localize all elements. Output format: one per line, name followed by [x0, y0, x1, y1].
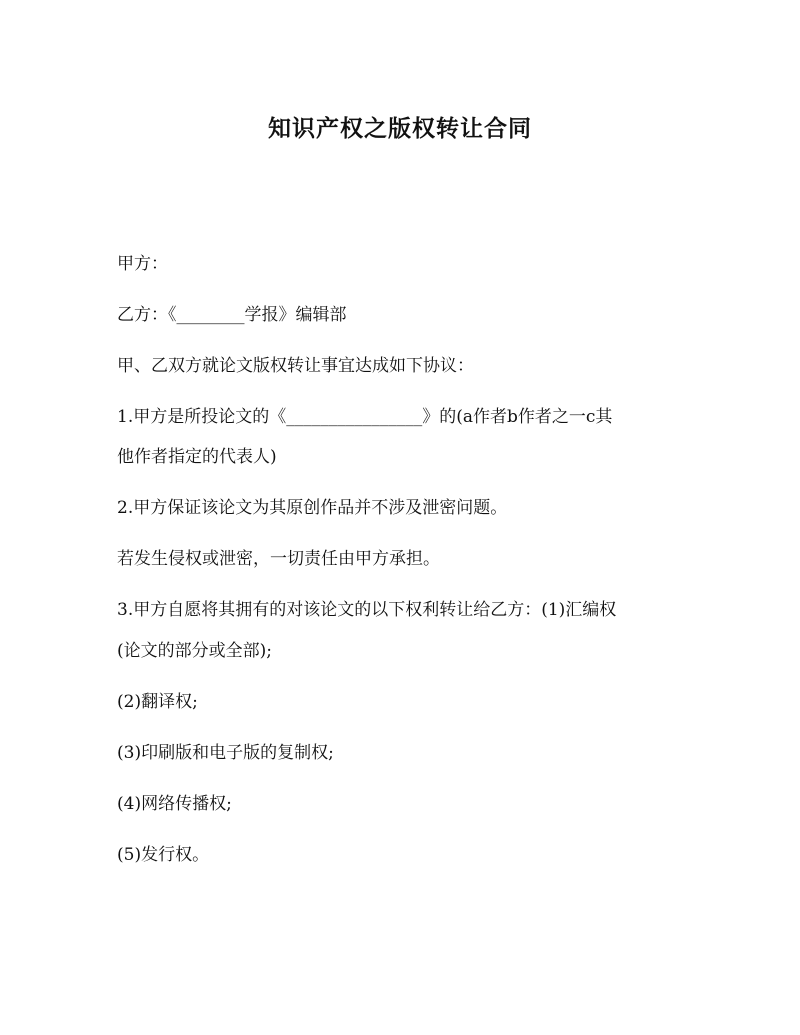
clause-1-line-2: 他作者指定的代表人): [117, 447, 277, 467]
clause-1-line-1: 1.甲方是所投论文的《________________》的(a作者b作者之一c其: [117, 407, 613, 427]
clause-3-line-1: 3.甲方自愿将其拥有的对该论文的以下权利转让给乙方：(1)汇编权: [117, 600, 617, 620]
document-title: 知识产权之版权转让合同: [268, 115, 532, 142]
right-item-5: (5)发行权。: [117, 845, 210, 865]
intro-paragraph: 甲、乙双方就论文版权转让事宜达成如下协议：: [117, 356, 474, 376]
clause-2: 2.甲方保证该论文为其原创作品并不涉及泄密问题。: [117, 498, 508, 518]
right-item-4: (4)网络传播权;: [117, 794, 232, 814]
party-a-line: 甲方：: [117, 254, 168, 274]
right-item-3: (3)印刷版和电子版的复制权;: [117, 743, 334, 763]
right-item-2: (2)翻译权;: [117, 692, 198, 712]
clause-3-line-2: (论文的部分或全部);: [117, 641, 272, 661]
party-b-line: 乙方：《________学报》编辑部: [117, 305, 347, 325]
clause-2-continuation: 若发生侵权或泄密，一切责任由甲方承担。: [117, 549, 440, 569]
